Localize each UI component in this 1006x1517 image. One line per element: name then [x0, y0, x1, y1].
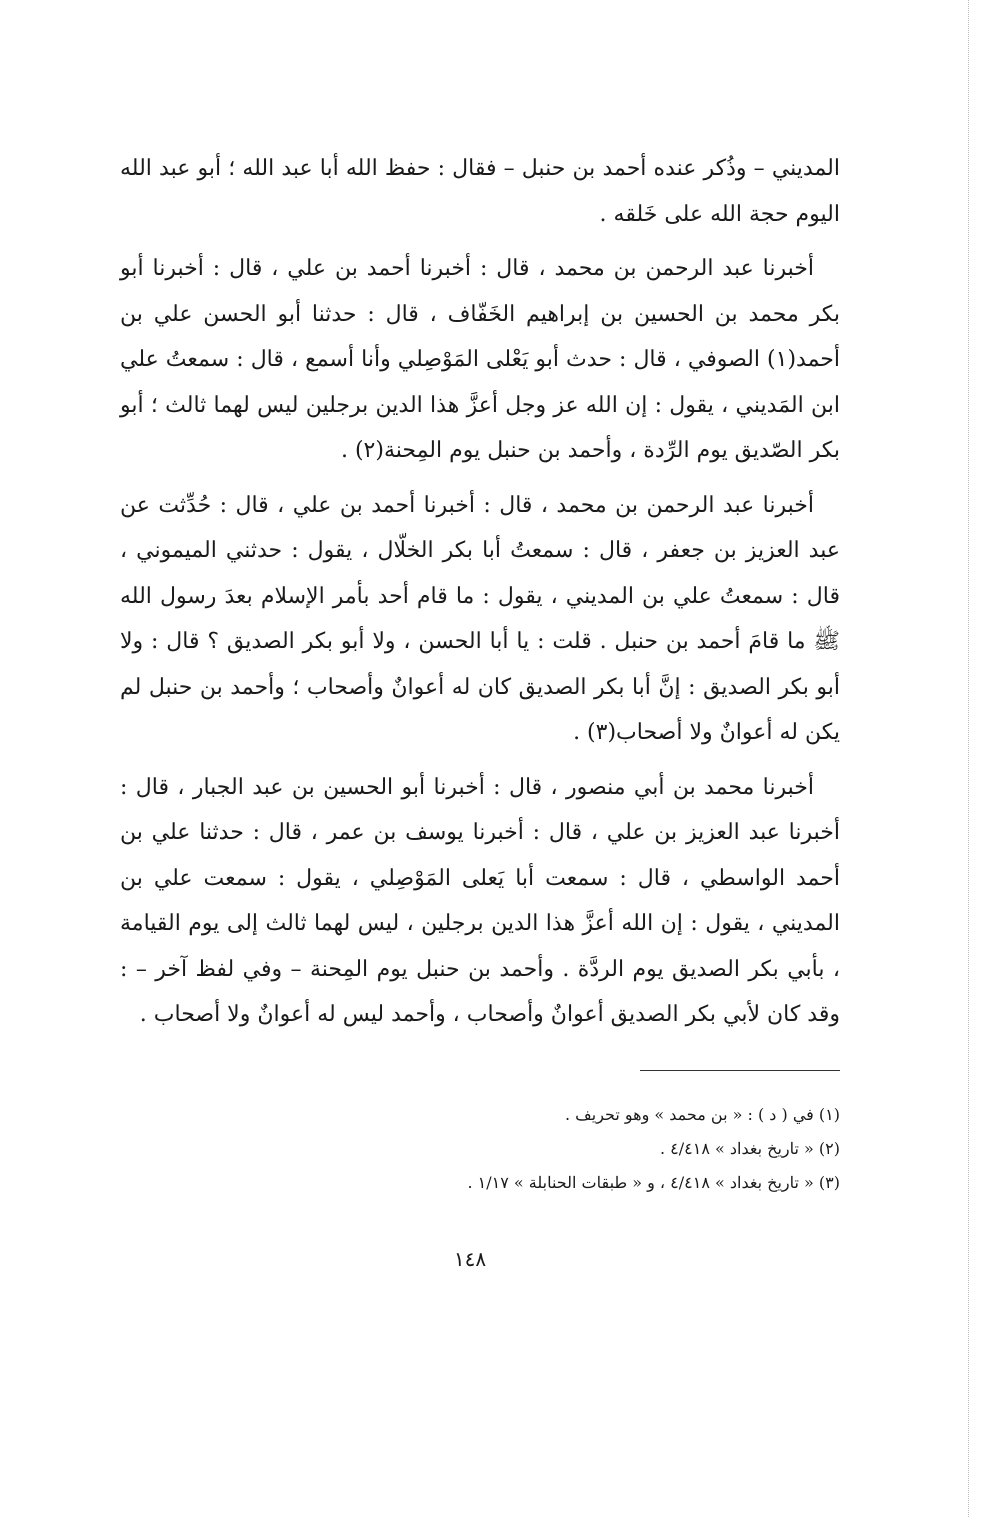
footnote-2: (٢) « تاريخ بغداد » ٤/٤١٨ .	[659, 1139, 840, 1158]
paragraph-1: المديني – وذُكر عنده أحمد بن حنبل – فقال : حفظ الله أبا عبد الله ؛ أبو عبد الله اليوم حجة الله على خَلقه .	[120, 156, 840, 227]
footnote-1: (١) في ( د ) : « بن محمد » وهو تحريف .	[565, 1105, 840, 1124]
footnote-separator	[640, 1070, 840, 1071]
page-number: ١٤٨	[453, 1247, 487, 1271]
main-text-block	[120, 146, 840, 1047]
footnote-3: (٣) « تاريخ بغداد » ٤/٤١٨ ، و « طبقات الحنابلة » ١/١٧ .	[467, 1173, 840, 1192]
paragraph-3: أخبرنا عبد الرحمن بن محمد ، قال : أخبرنا أحمد بن علي ، قال : حُدِّثت عن عبد العزيز بن جعفر ، قال : سمعتُ أبا بكر الخلّال ، يقول : حدثني الميموني ، قال : سمعتُ علي بن المديني ، يقول : ما قام أحد بأمر الإسلام بعدَ رسول الله ﷺ ما قامَ أحمد بن حنبل . قلت : يا أبا الحسن ، ولا أبو بكر الصديق ؟ قال : ولا أبو بكر الصديق : إنَّ أبا بكر الصديق كان له أعوانٌ وأصحاب ؛ وأحمد بن حنبل لم يكن له أعوانٌ ولا أصحاب(٣) .	[120, 492, 840, 745]
paragraph-4: أخبرنا محمد بن أبي منصور ، قال : أخبرنا أبو الحسين بن عبد الجبار ، قال : أخبرنا عبد العزيز بن علي ، قال : أخبرنا يوسف بن عمر ، قال : حدثنا علي بن أحمد الواسطي ، قال : سمعت أبا يَعلى المَوْصِلي ، يقول : سمعت علي بن المديني ، يقول : إن الله أعزَّ هذا الدين برجلين ، ليس لهما ثالث إلى يوم القيامة ، بأبي بكر الصديق يوم الردَّة . وأحمد بن حنبل يوم المِحنة – وفي لفظ آخر – : وقد كان لأبي بكر الصديق أعوانٌ وأصحاب ، وأحمد ليس له أعوانٌ ولا أصحاب .	[120, 774, 840, 1027]
paragraph-2: أخبرنا عبد الرحمن بن محمد ، قال : أخبرنا أحمد بن علي ، قال : أخبرنا أبو بكر محمد بن الحسين بن إبراهيم الخَفّاف ، قال : حدثنا أبو الحسن علي بن أحمد(١) الصوفي ، قال : حدث أبو يَعْلى المَوْصِلي وأنا أسمع ، قال : سمعتُ علي ابن المَديني ، يقول : إن الله عز وجل أعزَّ هذا الدين برجلين ليس لهما ثالث ؛ أبو بكر الصّديق يوم الرِّدة ، وأحمد بن حنبل يوم المِحنة(٢) .	[120, 256, 840, 463]
footnotes-block	[120, 1098, 840, 1200]
page-edge-line	[968, 0, 970, 1517]
